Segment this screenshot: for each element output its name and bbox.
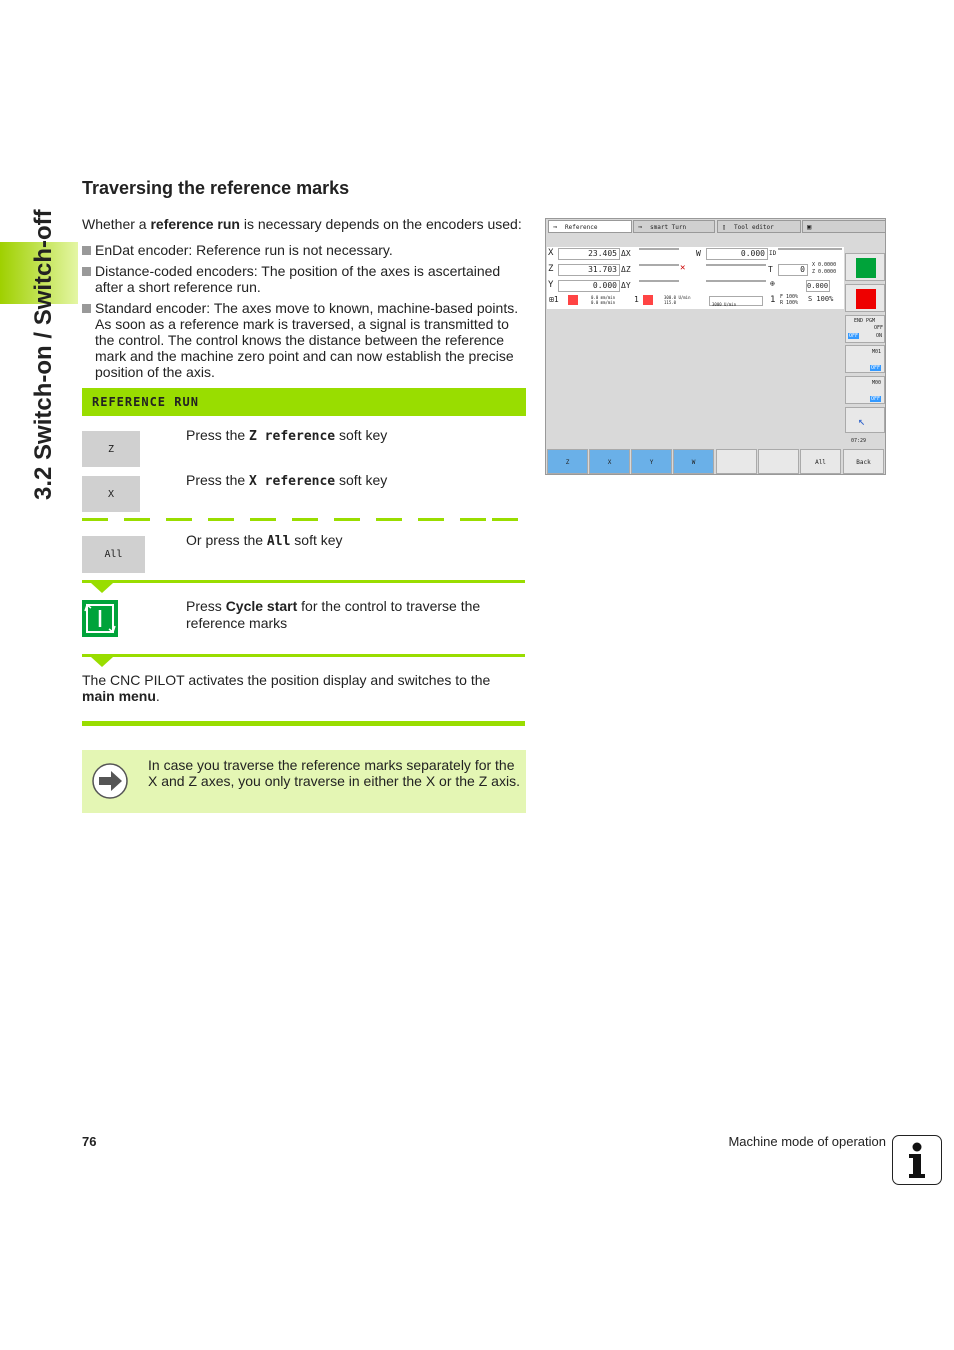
softkey-back[interactable]: Back — [843, 449, 884, 474]
z-distance-field — [639, 264, 679, 266]
step-arrow-icon — [91, 583, 113, 593]
arrow-right-icon — [91, 762, 129, 800]
reference-run-header: REFERENCE RUN — [82, 388, 526, 416]
z-reference-softkey[interactable]: Z — [82, 431, 140, 467]
step-arrow-icon — [91, 657, 113, 667]
y-position-value: 0.000 — [558, 280, 620, 292]
step-cycle-start-text: Press Cycle start for the control to traverse the reference marks — [186, 598, 481, 631]
softkey-w[interactable]: W — [673, 449, 714, 474]
z-distance-label: ΔZ — [621, 265, 631, 274]
softkey-empty[interactable] — [758, 449, 799, 474]
step-all-text: Or press the All soft key — [186, 532, 343, 549]
w-label: W — [696, 249, 701, 258]
id-field — [778, 248, 842, 250]
section-title: Traversing the reference marks — [82, 178, 350, 198]
step-divider — [82, 654, 525, 657]
id-label: ID — [769, 250, 777, 257]
angle-value: 0.000 — [807, 282, 829, 290]
alternative-divider — [82, 518, 518, 521]
z-position-value: 31.703 — [558, 264, 620, 276]
y-distance-field — [639, 280, 679, 282]
x-distance-label: ΔX — [621, 249, 631, 258]
clock: 07:29 — [851, 438, 867, 444]
page-number: 76 — [82, 1134, 97, 1149]
x-reference-softkey[interactable]: X — [82, 476, 140, 512]
softkey-z[interactable]: Z — [547, 449, 588, 474]
bullet-square-icon — [82, 304, 91, 313]
softkey-y[interactable]: Y — [631, 449, 672, 474]
x-distance-field — [639, 248, 679, 250]
disk-icon: ▣ — [807, 223, 812, 231]
side-chapter-title: 3.2 Switch-on / Switch-off — [30, 209, 57, 500]
t-value: 0 — [778, 264, 808, 276]
feed-values: 0.0 mm/min 0.0 mm/min — [591, 295, 616, 305]
m01-softkey[interactable]: M01 OFF — [845, 345, 885, 373]
cycle-start-icon — [82, 600, 118, 637]
note-text: In case you traverse the reference marks separately for the X and Z axes, you only traverse in either the X or the Z axis. — [148, 757, 520, 789]
block-end-bar — [82, 721, 525, 726]
spindle-override: S 100% — [808, 295, 834, 303]
intro-paragraph: Whether a reference run is necessary depends on the encoders used: — [82, 216, 522, 232]
tab-smart-turn[interactable]: ⇒ smart Turn — [633, 220, 715, 233]
t-label: T — [768, 265, 773, 274]
tool-holder-icon: ✕ — [680, 263, 686, 273]
bullet-item: EnDat encoder: Reference run is not necessary. — [82, 242, 526, 258]
tool-offsets: X 0.0000 Z 0.0000 — [812, 262, 837, 275]
step-x-text: Press the X reference soft key — [186, 472, 388, 489]
y-distance-label: ΔY — [621, 281, 631, 290]
work-area — [547, 309, 844, 447]
softkey-all[interactable]: All — [800, 449, 841, 474]
axis-row-y: Y — [548, 280, 554, 290]
end-pgm-softkey[interactable]: END PGM OFF OFF ON — [845, 315, 885, 343]
speed-value: 3000 U/min — [712, 302, 737, 307]
tab-save[interactable] — [802, 220, 886, 233]
tool-field — [706, 264, 766, 266]
softkey-empty[interactable] — [716, 449, 757, 474]
m00-softkey[interactable]: M00 OFF — [845, 376, 885, 404]
override-values: F 100% R 100% — [780, 294, 799, 306]
result-paragraph: The CNC PILOT activates the position display and switches to the main menu. — [82, 672, 491, 704]
bullet-square-icon — [82, 267, 91, 276]
x-position-value: 23.405 — [558, 248, 620, 260]
feed-status-icon: ⊞1 — [549, 295, 559, 304]
axis-row-x: X — [548, 248, 554, 258]
w-value: 0.000 — [706, 248, 768, 260]
angle-icon: ⊕ — [770, 279, 775, 288]
c-axis-field — [706, 280, 766, 282]
all-softkey[interactable]: All — [82, 536, 145, 573]
spindle-values: 300.0 U/min 115.0 — [664, 295, 691, 305]
tool-path-softkey[interactable]: ↖ — [845, 407, 885, 433]
spindle-status-icon: 1 — [634, 295, 639, 304]
tab-tool-editor[interactable]: ▯ Tool editor — [717, 220, 801, 233]
bullet-item: Standard encoder: The axes move to known, machine-based points. As soon as a reference mark is traversed, a signal is transmitted to the control. The control knows the distance between the reference mark and the machine zero point and can now establish the precise position of the axis. — [82, 300, 526, 380]
tab-reference[interactable]: ⇒ Reference — [548, 220, 632, 233]
feed-stop-icon — [568, 295, 578, 305]
override-channel: 1 — [770, 295, 776, 305]
step-divider — [82, 580, 525, 583]
step-z-text: Press the Z reference soft key — [186, 427, 388, 444]
cnc-screenshot — [545, 218, 886, 475]
softkey-x[interactable]: X — [589, 449, 630, 474]
cycle-start-softkey[interactable] — [845, 253, 885, 281]
spindle-stop-icon — [643, 295, 653, 305]
axis-row-z: Z — [548, 264, 554, 274]
cycle-stop-softkey[interactable] — [845, 284, 885, 312]
cycle-start-key[interactable] — [82, 600, 118, 637]
bullet-item: Distance-coded encoders: The position of the axes is ascertained after a short reference run. — [82, 263, 526, 295]
info-icon — [892, 1135, 942, 1185]
footer-chapter-label: Machine mode of operation — [728, 1134, 886, 1149]
bullet-square-icon — [82, 246, 91, 255]
